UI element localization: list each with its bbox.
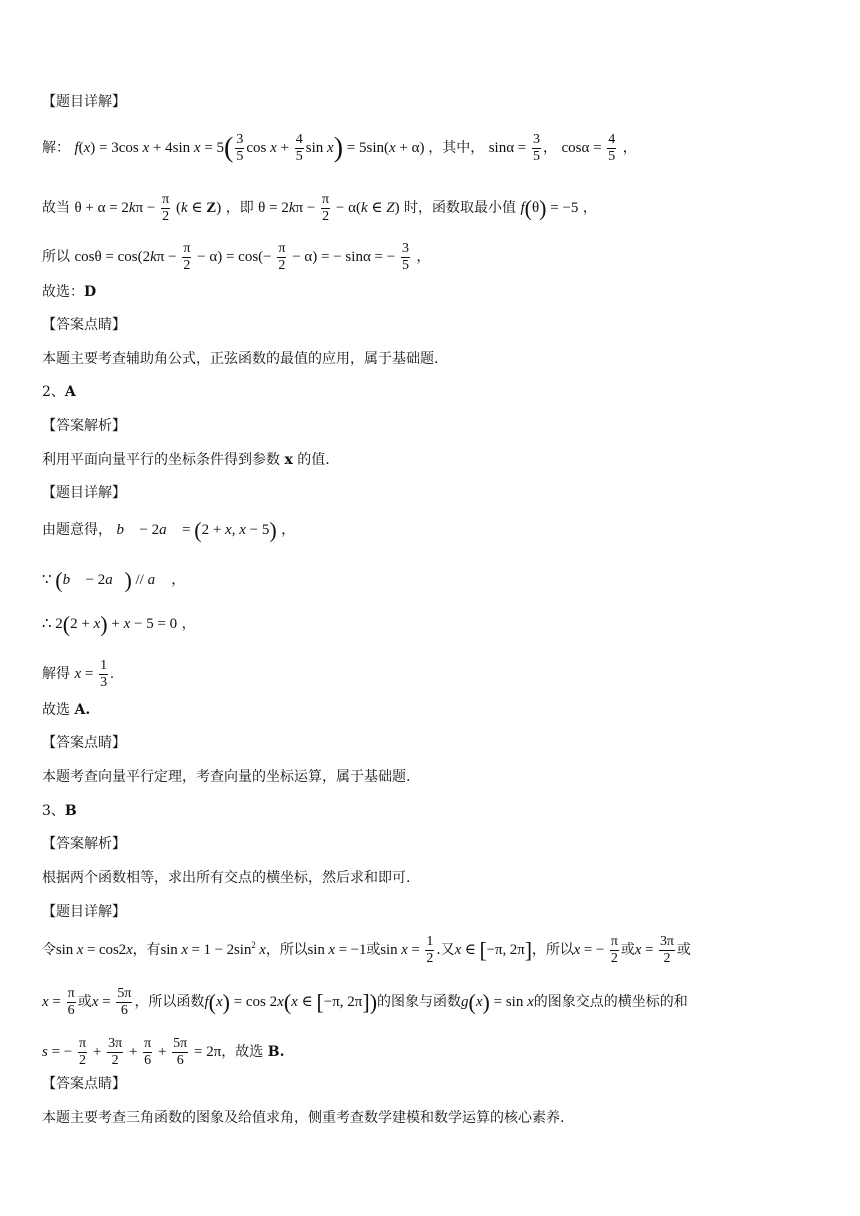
formula-sin-half: sin x = $\frac{1}{2}$ bbox=[380, 934, 434, 966]
answer-line: 故选 A. bbox=[42, 702, 91, 718]
formula-identity: $\sin x = 1 - 2\sin^2$ x bbox=[160, 939, 266, 958]
vector-line: 由题意得， b⃗ − 2a⃗ = (2 + x, x − 5) ， bbox=[42, 517, 296, 543]
solution-equation-line: 解： f(x) = 3cos x + 4sin x = 5( $\frac{3}{5}$ cos x + $\frac{4}{5}$ sin x) = 5sin(x + α) ，其中， sinα = $\frac{3}{5}$ ， cosα = $\frac{4}{5}$ ， bbox=[42, 132, 637, 164]
analysis-text: 利用平面向量平行的坐标条件得到参数 x 的值. bbox=[42, 452, 330, 468]
intersection-line-2: x = $\frac{\pi}{6}$ 或x = $\frac{5\pi}{6}$ ，所以函数f(x) = cos 2x(x ∈ [−π, 2π])的图象与函数g(x) = sin x的图象交点的横坐标的和 bbox=[42, 986, 688, 1018]
formula-cos-theta: cosθ = cos(2kπ − $\frac{\pi}{2}$ − α) = cos(− $\frac{\pi}{2}$ − α) = − sinα = − $\frac{3}{5}$ bbox=[74, 241, 409, 273]
formula-root-3: x = $\frac{\pi}{6}$ bbox=[42, 986, 75, 1018]
formula-equation: ∴ 2(2 + x) + x − 5 = 0 bbox=[42, 611, 178, 637]
formula-theta: θ = 2kπ − $\frac{\pi}{2}$ − α(k ∈ Z) bbox=[258, 192, 400, 224]
formula-sin-neg-one: sin x = −1 bbox=[307, 941, 367, 958]
formula-g-definition: g(x) = sin x bbox=[461, 989, 534, 1015]
section-heading-analysis: 【答案解析】 bbox=[42, 418, 126, 434]
formula-vector-difference: b⃗ − 2a⃗ = (2 + x, x − 5) bbox=[116, 517, 277, 543]
section-heading-detail: 【题目详解】 bbox=[42, 904, 126, 920]
formula-auxiliary-angle: f(x) = 3cos x + 4sin x = 5( $\frac{3}{5}$ cos x + $\frac{4}{5}$ sin x) = 5sin(x + α) bbox=[74, 132, 429, 164]
answer-choice: A. bbox=[74, 702, 91, 718]
question-number: 2、A bbox=[42, 384, 76, 400]
parallel-line: ∵ (b⃗ − 2a⃗) // a⃗ ， bbox=[42, 567, 186, 593]
section-heading-point: 【答案点睛】 bbox=[42, 1076, 126, 1092]
formula-root-1: x = − $\frac{\pi}{2}$ bbox=[573, 934, 618, 966]
section-heading-detail: 【题目详解】 bbox=[42, 94, 126, 110]
answer-choice: D bbox=[84, 284, 97, 300]
formula-root-4: x = $\frac{5\pi}{6}$ bbox=[91, 986, 132, 1018]
formula-theta-plus-alpha: θ + α = 2kπ − $\frac{\pi}{2}$ (k ∈ Z) bbox=[74, 192, 222, 224]
analysis-text: 根据两个函数相等，求出所有交点的横坐标，然后求和即可. bbox=[42, 870, 411, 886]
solution-line: 解得 x = $\frac{1}{3}$ . bbox=[42, 658, 114, 690]
minimum-condition-line: 故当 θ + α = 2kπ − $\frac{\pi}{2}$ (k ∈ Z) ，即 θ = 2kπ − $\frac{\pi}{2}$ − α(k ∈ Z) 时，函数取最小值 f(θ) = −5 ， bbox=[42, 192, 597, 224]
formula-f-theta-min: f(θ) = −5 bbox=[520, 195, 579, 221]
question-number: 3、B bbox=[42, 803, 77, 819]
section-heading-analysis: 【答案解析】 bbox=[42, 836, 126, 852]
formula-sin-alpha: sinα = $\frac{3}{5}$ bbox=[488, 132, 541, 164]
formula-x-value: x = $\frac{1}{3}$ . bbox=[74, 658, 114, 690]
cos-theta-line: 所以 cosθ = cos(2kπ − $\frac{\pi}{2}$ − α) = cos(− $\frac{\pi}{2}$ − α) = − sinα = − $\frac{3}{5}$ ， bbox=[42, 241, 431, 273]
summary-text: 本题考查向量平行定理，考查向量的坐标运算，属于基础题. bbox=[42, 769, 411, 785]
section-heading-detail: 【题目详解】 bbox=[42, 485, 126, 501]
equation-line: ∴ 2(2 + x) + x − 5 = 0 ， bbox=[42, 611, 196, 637]
answer-choice: A bbox=[64, 384, 76, 400]
summary-text: 本题主要考查三角函数的图象及给值求角，侧重考查数学建模和数学运算的核心素养. bbox=[42, 1110, 565, 1126]
formula-f-definition: f(x) = cos 2x(x ∈ [−π, 2π]) bbox=[204, 989, 378, 1015]
formula-interval: x ∈ [−π, 2π] bbox=[454, 937, 532, 963]
sum-line: s = − $\frac{\pi}{2}$ + $\frac{3\pi}{2}$ + $\frac{\pi}{6}$ + $\frac{5\pi}{6}$ = 2π，故选 B. bbox=[42, 1036, 285, 1068]
formula-cos-alpha: cosα = $\frac{4}{5}$ bbox=[561, 132, 616, 164]
formula-sin-eq-cos2x: sin x = cos2x bbox=[55, 941, 133, 958]
intersection-line-1: 令sin x = cos2x，有$\sin x = 1 - 2\sin^2$ x，所以sin x = −1或sin x = $\frac{1}{2}$ .又x ∈ [−π, 2π]，所以x = − $\frac{\pi}{2}$ 或x = $\frac{3\pi}{2}$ 或 bbox=[42, 934, 691, 966]
formula-sum: s = − $\frac{\pi}{2}$ + $\frac{3\pi}{2}$ + $\frac{\pi}{6}$ + $\frac{5\pi}{6}$ = 2π bbox=[42, 1036, 222, 1068]
section-heading-point: 【答案点睛】 bbox=[42, 317, 126, 333]
answer-line: 故选：D bbox=[42, 284, 97, 300]
formula-root-2: x = $\frac{3\pi}{2}$ bbox=[634, 934, 674, 966]
formula-parallel: ∵ (b⃗ − 2a⃗) // a⃗ bbox=[42, 567, 167, 593]
answer-choice: B. bbox=[267, 1043, 285, 1060]
section-heading-point: 【答案点睛】 bbox=[42, 735, 126, 751]
summary-text: 本题主要考查辅助角公式，正弦函数的最值的应用，属于基础题. bbox=[42, 351, 439, 367]
answer-choice: B bbox=[64, 803, 77, 819]
